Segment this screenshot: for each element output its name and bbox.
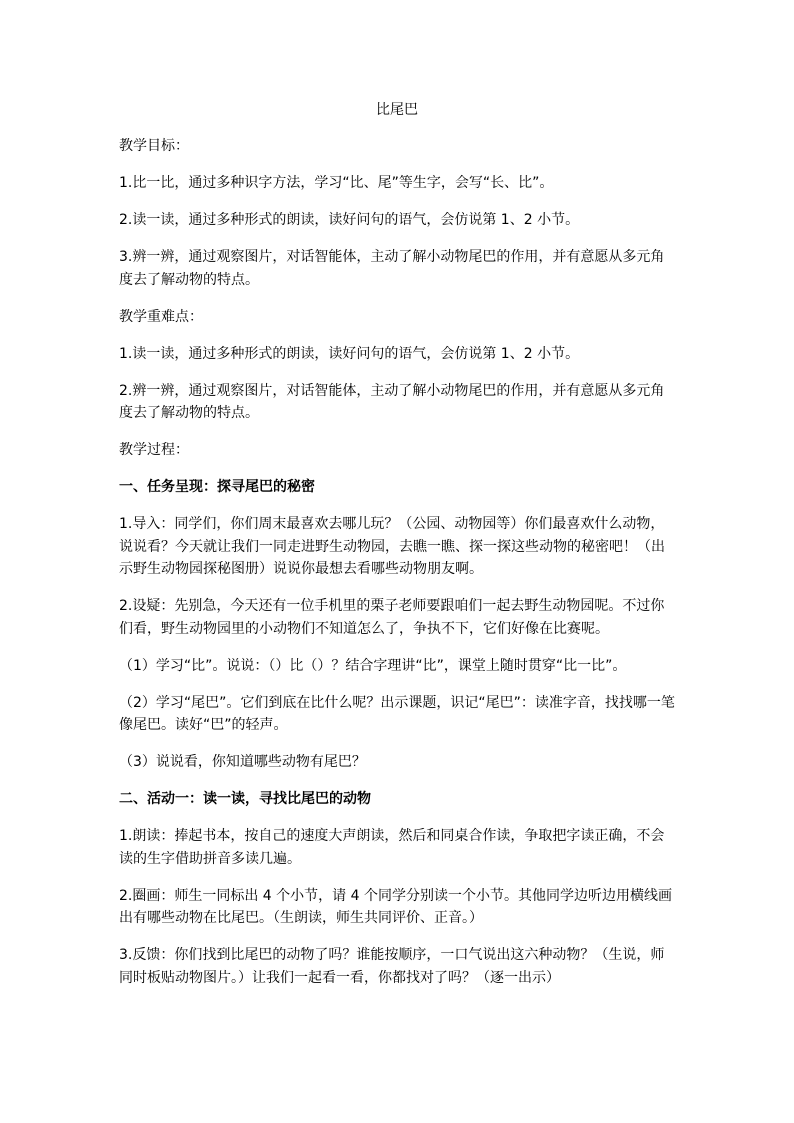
document-body	[119, 135, 677, 1004]
paragraph: 教学重难点：	[119, 308, 203, 325]
paragraph: 2.辨一辨，通过观察图片，对话智能体，主动了解小动物尾巴的作用，并有意愿从多元角度去了解动物的特点。	[119, 382, 665, 421]
paragraph: （1）学习“比”。说说：（）比（）？结合字理讲“比”，课堂上随时贯穿“比一比”。	[119, 657, 627, 674]
paragraph: 教学过程：	[119, 442, 189, 458]
paragraph: 2.读一读，通过多种形式的朗读，读好问句的语气，会仿说第 1、2 小节。	[119, 212, 580, 228]
section-heading: 一、任务呈现：探寻尾巴的秘密	[119, 479, 315, 495]
paragraph: 1.朗读：捧起书本，按自己的速度大声朗读，然后和同桌合作读，争取把字读正确，不会读的生字借助拼音多读几遍。	[119, 828, 665, 867]
paragraph: 1.比一比，通过多种识字方法，学习“比、尾”等生字，会写“长、比”。	[119, 175, 554, 191]
paragraph: 2.设疑：先别急，今天还有一位手机里的栗子老师要跟咱们一起去野生动物园呢。不过你们看，野生动物园里的小动物们不知道怎么了，争执不下，它们好像在比赛呢。	[119, 598, 665, 637]
paragraph: 1.导入：同学们，你们周末最喜欢去哪儿玩？（公园、动物园等）你们最喜欢什么动物，说说看？今天就让我们一同走进野生动物园，去瞧一瞧、探一探这些动物的秘密吧！（出示野生动物园探秘图册）说说你最想去看哪些动物朋友啊。	[119, 516, 665, 577]
paragraph: 教学目标：	[119, 138, 189, 154]
document-title: 比尾巴	[376, 102, 418, 118]
paragraph: 3.辨一辨，通过观察图片，对话智能体，主动了解小动物尾巴的作用，并有意愿从多元角度去了解动物的特点。	[119, 249, 665, 288]
paragraph: 1.读一读，通过多种形式的朗读，读好问句的语气，会仿说第 1、2 小节。	[119, 345, 580, 362]
paragraph: （2）学习“尾巴”。它们到底在比什么呢？出示课题，识记“尾巴”：读准字音，找找哪一笔像尾巴。读好“巴”的轻声。	[119, 694, 675, 733]
paragraph: 2.圈画：师生一同标出 4 个小节，请 4 个同学分别读一个小节。其他同学边听边用横线画出有哪些动物在比尾巴。（生朗读，师生共同评价、正音。）	[119, 887, 672, 926]
paragraph: （3）说说看，你知道哪些动物有尾巴？	[119, 754, 366, 770]
paragraph: 3.反馈：你们找到比尾巴的动物了吗？谁能按顺序，一口气说出这六种动物？（生说，师同时板贴动物图片。）让我们一起看一看，你都找对了吗？（逐一出示）	[119, 947, 665, 986]
section-heading: 二、活动一：读一读，寻找比尾巴的动物	[119, 791, 371, 807]
